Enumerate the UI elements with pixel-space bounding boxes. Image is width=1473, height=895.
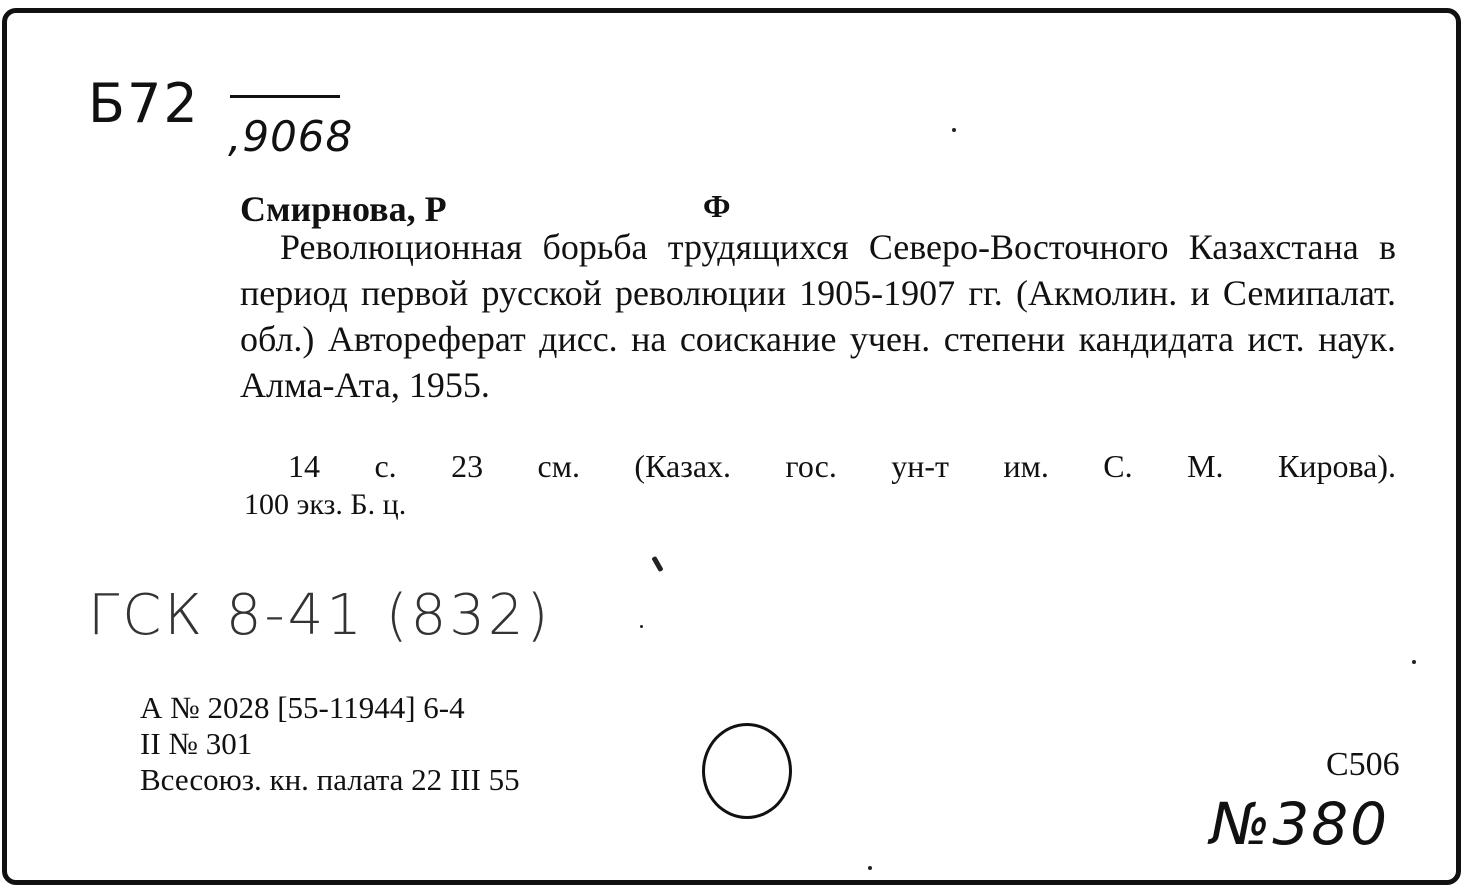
call-number: Б72: [88, 72, 200, 135]
author-name: Смирнова, Р: [240, 189, 447, 229]
author-initial: Ф: [703, 188, 731, 224]
title-description: Революционная борьба трудящихся Северо-Восточного Казахстана в период первой русской революции 1905-1907 гг. (Акмолин. и Семипалат. обл.) Автореферат дисс. на соискание учен. степени кандидата ист. наук. Алма-Ата, 1955.: [240, 227, 1396, 405]
call-number-line: [230, 95, 340, 98]
classification-code: ГСК 8-41 (832): [88, 583, 552, 648]
speck: [640, 625, 643, 628]
physical-description: 14 с. 23 см. (Казах. гос. ун-т им. С. М. Кирова).: [288, 448, 1396, 484]
book-chamber-stamp: Всесоюз. кн. палата 22 III 55: [140, 762, 520, 797]
edition-info: 100 экз. Б. ц.: [244, 488, 407, 521]
speck: [868, 866, 872, 870]
registry-number-a: А № 2028 [55-11944] 6-4: [140, 690, 465, 725]
card-code: С506: [1326, 746, 1400, 783]
inventory-number: №380: [1210, 790, 1390, 858]
registry-number-ii: II № 301: [140, 726, 253, 761]
speck: [1412, 660, 1416, 664]
call-number-sub: ,9068: [228, 112, 354, 161]
speck: [952, 128, 956, 132]
punch-hole: [702, 723, 792, 819]
